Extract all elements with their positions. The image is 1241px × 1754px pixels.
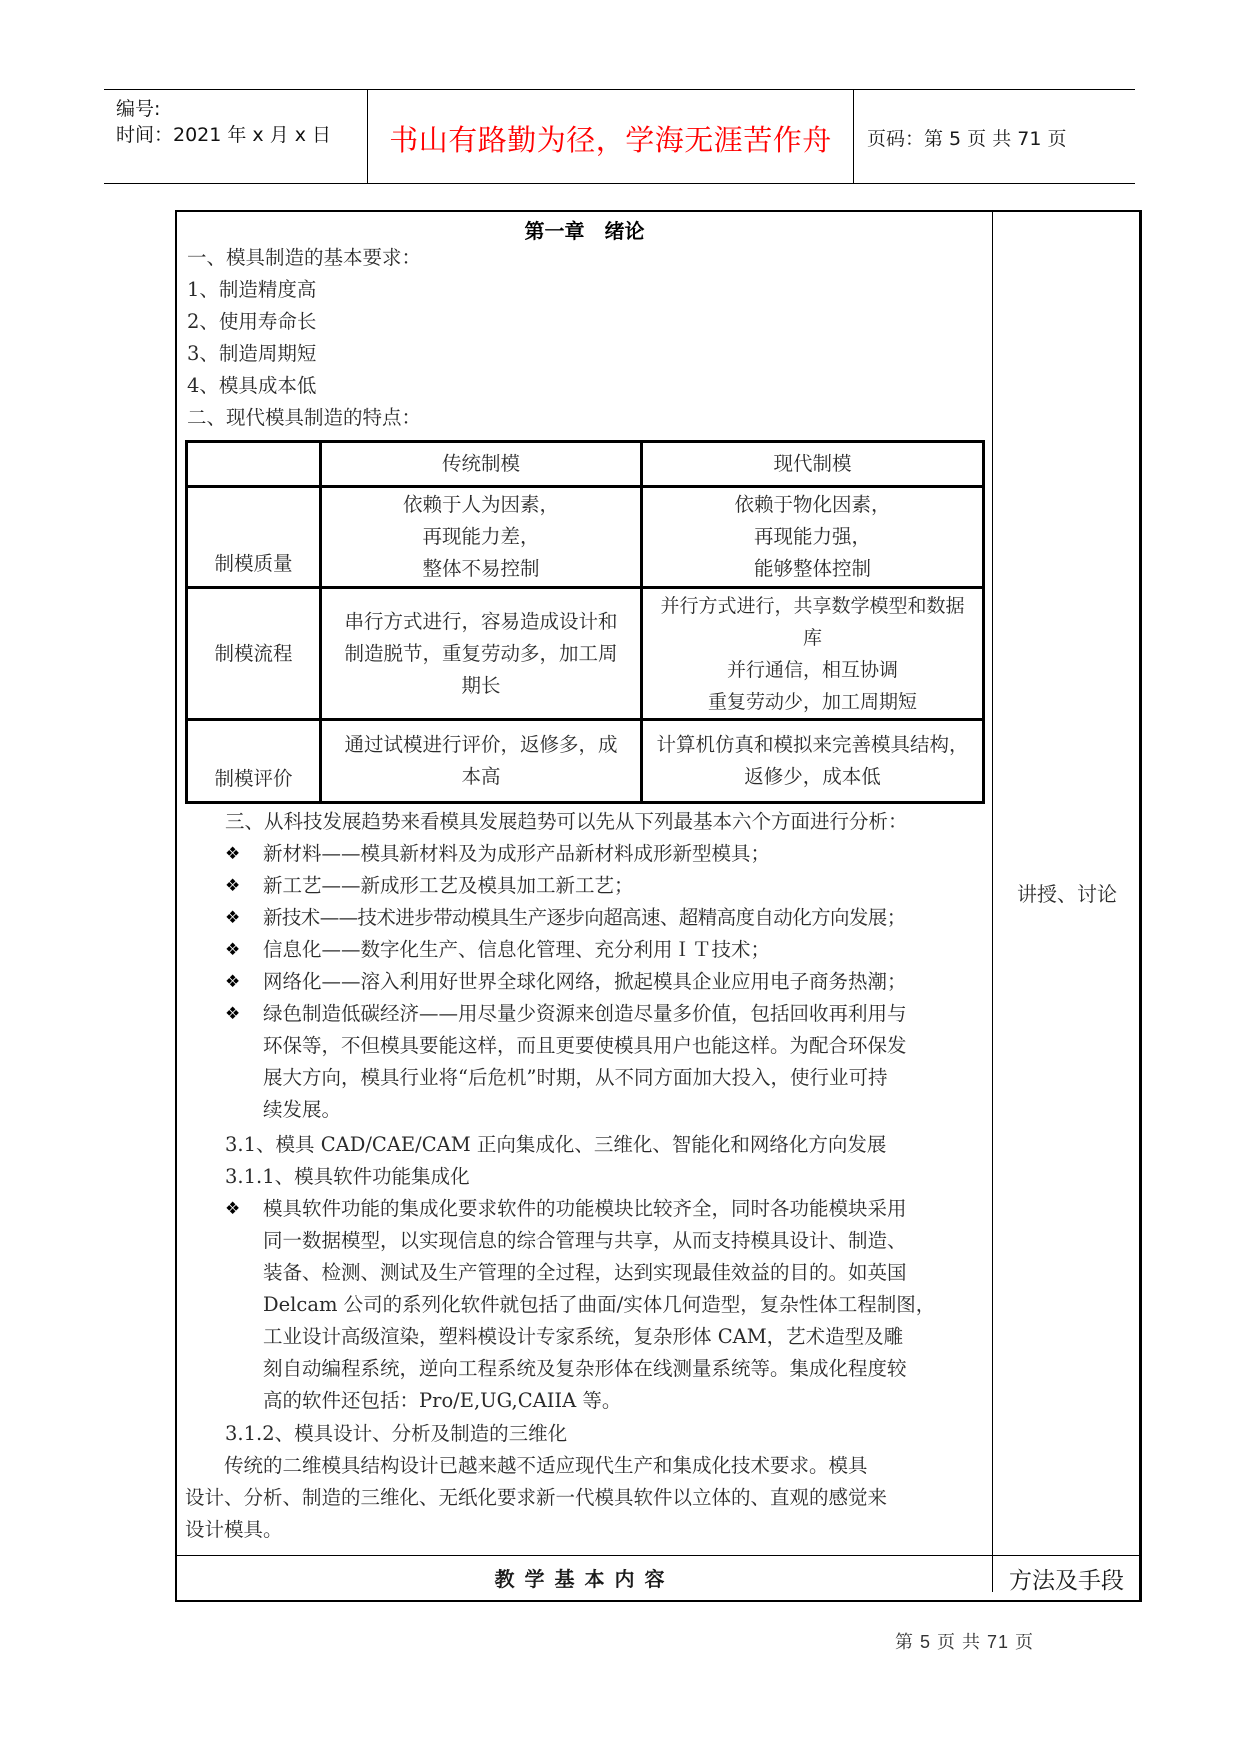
requirement-item: 4、模具成本低 [187,374,317,397]
cell-line: 再现能力强， [753,525,871,548]
trend-item: 信息化——数字化生产、信息化管理、充分利用ＩＴ技术； [263,938,771,961]
cell-line: 返修少，成本低 [744,765,881,788]
section2-heading: 二、现代模具制造的特点： [187,406,422,429]
cell-line: 依赖于物化因素， [734,493,891,516]
row-label: 制模评价 [187,720,321,803]
diamond-bullet-icon: ❖ [225,972,241,992]
section3-heading: 三、从科技发展趋势来看模具发展趋势可以先从下列最基本六个方面进行分析： [225,810,908,833]
page-footer: 第 5 页 共 71 页 [895,1632,1035,1652]
header-page-info: 页码：第 5 页 共 71 页 [867,128,1067,150]
cell-line: 并行通信，相互协调 [726,658,898,681]
diamond-bullet-icon: ❖ [225,844,241,864]
modern-cell [642,588,984,720]
traditional-cell [321,487,642,588]
requirement-item: 1、制造精度高 [187,278,317,301]
col-header-modern: 现代制模 [642,442,984,487]
cell-line: 并行方式进行，共享数学模型和数据 [660,594,965,617]
content-column [177,212,993,1555]
section31-heading: 3.1、模具 CAD/CAE/CAM 正向集成化、三维化、智能化和网络化方向发展 [225,1133,887,1156]
content-label: 教学基本内容 [177,1556,993,1592]
body-line: 设计模具。 [185,1518,283,1541]
cell-line: 本高 [461,765,501,788]
section311-heading: 3.1.1、模具软件功能集成化 [225,1165,470,1188]
modern-cell [642,487,984,588]
comparison-row [187,588,984,720]
document-date: 时间：2021 年 x 月 x 日 [116,124,332,146]
row-label: 制模流程 [187,588,321,720]
diamond-bullet-icon: ❖ [225,1199,241,1219]
comparison-table [185,440,985,804]
cell-line: 计算机仿真和模拟来完善模具结构， [656,733,969,756]
trend-item: 网络化——溶入利用好世界全球化网络，掀起模具企业应用电子商务热潮； [263,970,907,993]
body-line: 模具软件功能的集成化要求软件的功能模块比较齐全，同时各功能模块采用 [263,1197,907,1220]
motto-text: 书山有路勤为径，学海无涯苦作舟 [389,123,832,157]
cell-line: 再现能力差， [422,525,540,548]
cell-line: 能够整体控制 [753,557,871,580]
body-line: 刻自动编程系统，逆向工程系统及复杂形体在线测量系统等。集成化程度较 [263,1357,907,1380]
section312-heading: 3.1.2、模具设计、分析及制造的三维化 [225,1422,568,1445]
section1-heading: 一、模具制造的基本要求： [187,246,422,269]
comparison-row [187,720,984,803]
modern-cell [642,720,984,803]
method-column [993,212,1141,1555]
traditional-cell [321,720,642,803]
lesson-table [175,210,1142,1602]
cell-line: 制造脱节，重复劳动多，加工周 [344,641,618,665]
diamond-bullet-icon: ❖ [225,1004,241,1024]
header-page-cell [855,90,1135,183]
header-motto-cell [368,90,854,183]
requirement-item: 2、使用寿命长 [187,310,317,333]
requirement-item: 3、制造周期短 [187,342,317,365]
trend-item: 新技术——技术进步带动模具生产逐步向超高速、超精高度自动化方向发展； [263,906,906,929]
diamond-bullet-icon: ❖ [225,908,241,928]
trend-item-line: 绿色制造低碳经济——用尽量少资源来创造尽量多价值，包括回收再利用与 [263,1002,907,1025]
trend-item-line: 展大方向，模具行业将“后危机”时期，从不同方面加大投入，使行业可持 [263,1066,888,1089]
teaching-method: 讲授、讨论 [1017,882,1117,906]
header-meta-cell [104,90,368,183]
comparison-header-row [187,442,984,487]
cell-line: 期长 [461,673,501,697]
method-label: 方法及手段 [1009,1568,1124,1594]
cell-line: 库 [802,626,822,649]
cell-line: 串行方式进行，容易造成设计和 [344,609,618,633]
body-line: 同一数据模型，以实现信息的综合管理与共享，从而支持模具设计、制造、 [263,1229,907,1252]
body-line: 设计、分析、制造的三维化、无纸化要求新一代模具软件以立体的、直观的感觉来 [185,1486,888,1509]
comparison-row [187,487,984,588]
cell-line: 依赖于人为因素， [402,493,559,516]
body-line: 装备、检测、测试及生产管理的全过程，达到实现最佳效益的目的。如英国 [263,1261,907,1284]
cell-line: 通过试模进行评价，返修多，成 [344,733,618,756]
col-header-traditional: 传统制模 [321,442,642,487]
document-header [104,89,1135,184]
diamond-bullet-icon: ❖ [225,876,241,896]
body-line: 工业设计高级渲染，塑料模设计专家系统，复杂形体 CAM，艺术造型及雕 [263,1325,904,1348]
corner-cell [187,442,321,487]
trend-item-line: 环保等，不但模具要能这样，而且更要使模具用户也能这样。为配合环保发 [263,1034,907,1057]
row-label: 制模质量 [187,487,321,588]
trend-item: 新材料——模具新材料及为成形产品新材料成形新型模具； [263,842,771,865]
trend-item-line: 续发展。 [263,1098,342,1121]
traditional-cell [321,588,642,720]
document-number-label: 编号: [116,98,161,120]
body-line: Delcam 公司的系列化软件就包括了曲面/实体几何造型，复杂性体工程制图， [263,1293,936,1316]
table-footer-row [177,1555,1140,1603]
cell-line: 整体不易控制 [422,557,540,580]
diamond-bullet-icon: ❖ [225,940,241,960]
cell-line: 重复劳动少，加工周期短 [707,690,917,713]
body-line: 高的软件还包括：Pro/E,UG,CAIIA 等。 [263,1389,622,1412]
trend-item: 新工艺——新成形工艺及模具加工新工艺； [263,874,634,897]
chapter-title: 第一章 绪论 [524,219,645,243]
body-line: 传统的二维模具结构设计已越来越不适应现代生产和集成化技术要求。模具 [185,1454,868,1477]
